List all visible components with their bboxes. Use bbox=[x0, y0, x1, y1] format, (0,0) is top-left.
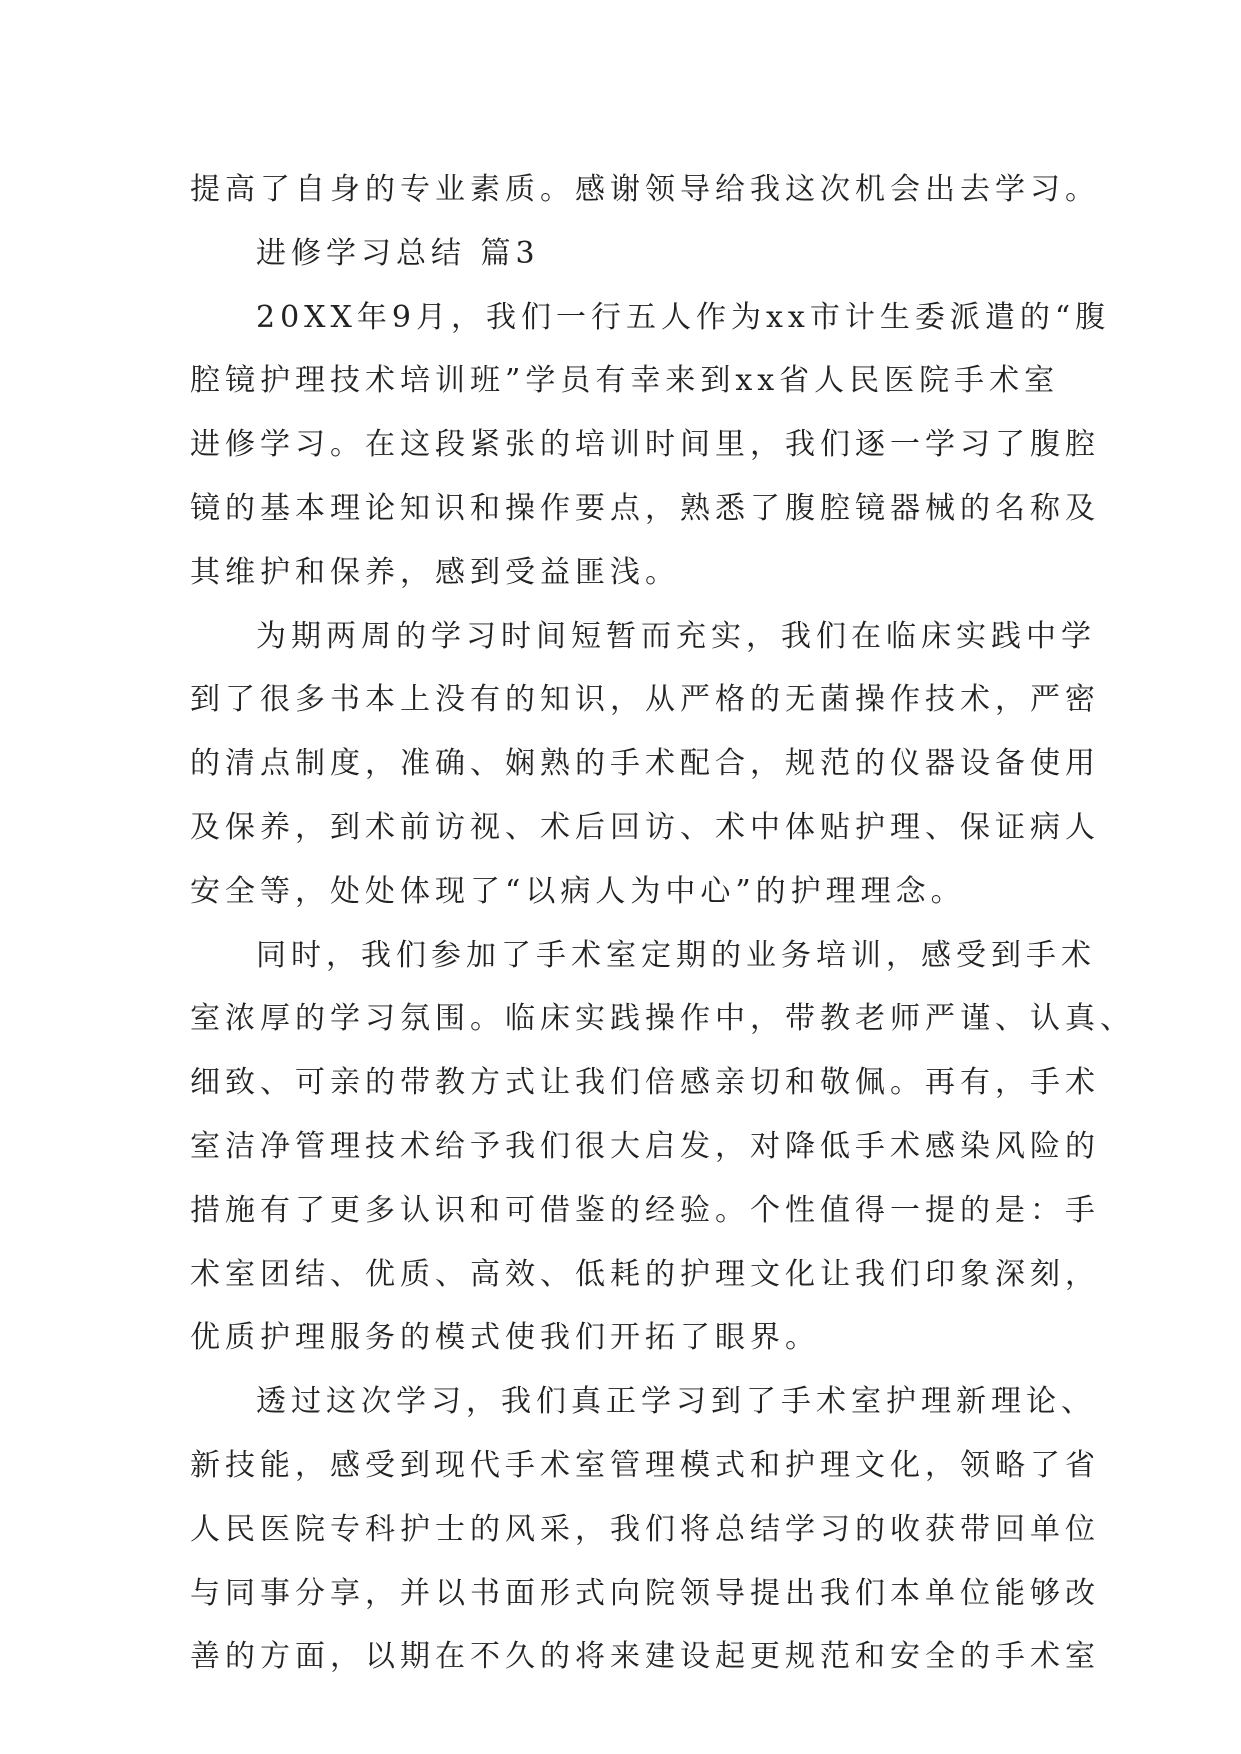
text-line: 透过这次学习，我们真正学习到了手术室护理新理论、 bbox=[256, 1384, 1096, 1420]
document-body bbox=[190, 158, 1135, 1689]
text-line: 善的方面，以期在不久的将来建设起更规范和安全的手术室 bbox=[190, 1639, 1100, 1675]
text-line: 的清点制度，准确、娴熟的手术配合，规范的仪器设备使用 bbox=[190, 746, 1100, 782]
text-line: 进修学习总结 篇3 bbox=[256, 235, 540, 271]
text-line: 细致、可亲的带教方式让我们倍感亲切和敬佩。再有，手术 bbox=[190, 1065, 1100, 1101]
text-line: 与同事分享，并以书面形式向院领导提出我们本单位能够改 bbox=[190, 1575, 1100, 1611]
text-line: 室洁净管理技术给予我们很大启发，对降低手术感染风险的 bbox=[190, 1128, 1100, 1164]
text-line: 室浓厚的学习氛围。临床实践操作中，带教老师严谨、认真、 bbox=[190, 1001, 1135, 1037]
text-line: 同时，我们参加了手术室定期的业务培训，感受到手术 bbox=[256, 937, 1096, 973]
text-line: 进修学习。在这段紧张的培训时间里，我们逐一学习了腹腔 bbox=[190, 427, 1100, 463]
text-line: 镜的基本理论知识和操作要点，熟悉了腹腔镜器械的名称及 bbox=[190, 490, 1100, 526]
text-line: 措施有了更多认识和可借鉴的经验。个性值得一提的是：手 bbox=[190, 1192, 1100, 1228]
text-line: 其维护和保养，感到受益匪浅。 bbox=[190, 554, 680, 590]
text-line: 及保养，到术前访视、术后回访、术中体贴护理、保证病人 bbox=[190, 809, 1100, 845]
text-line: 腔镜护理技术培训班”学员有幸来到xx省人民医院手术室 bbox=[190, 363, 1060, 399]
text-line: 人民医院专科护士的风采，我们将总结学习的收获带回单位 bbox=[190, 1511, 1100, 1547]
text-line: 优质护理服务的模式使我们开拓了眼界。 bbox=[190, 1320, 820, 1356]
text-line: 20XX年9月，我们一行五人作为xx市计生委派遣的“腹 bbox=[256, 299, 1111, 335]
text-line: 新技能，感受到现代手术室管理模式和护理文化，领略了省 bbox=[190, 1447, 1100, 1483]
text-line: 术室团结、优质、高效、低耗的护理文化让我们印象深刻， bbox=[190, 1256, 1100, 1292]
text-line: 提高了自身的专业素质。感谢领导给我这次机会出去学习。 bbox=[190, 172, 1100, 207]
text-line: 安全等，处处体现了“以病人为中心”的护理理念。 bbox=[190, 873, 966, 909]
text-line: 为期两周的学习时间短暂而充实，我们在临床实践中学 bbox=[256, 618, 1096, 654]
text-line: 到了很多书本上没有的知识，从严格的无菌操作技术，严密 bbox=[190, 682, 1100, 718]
